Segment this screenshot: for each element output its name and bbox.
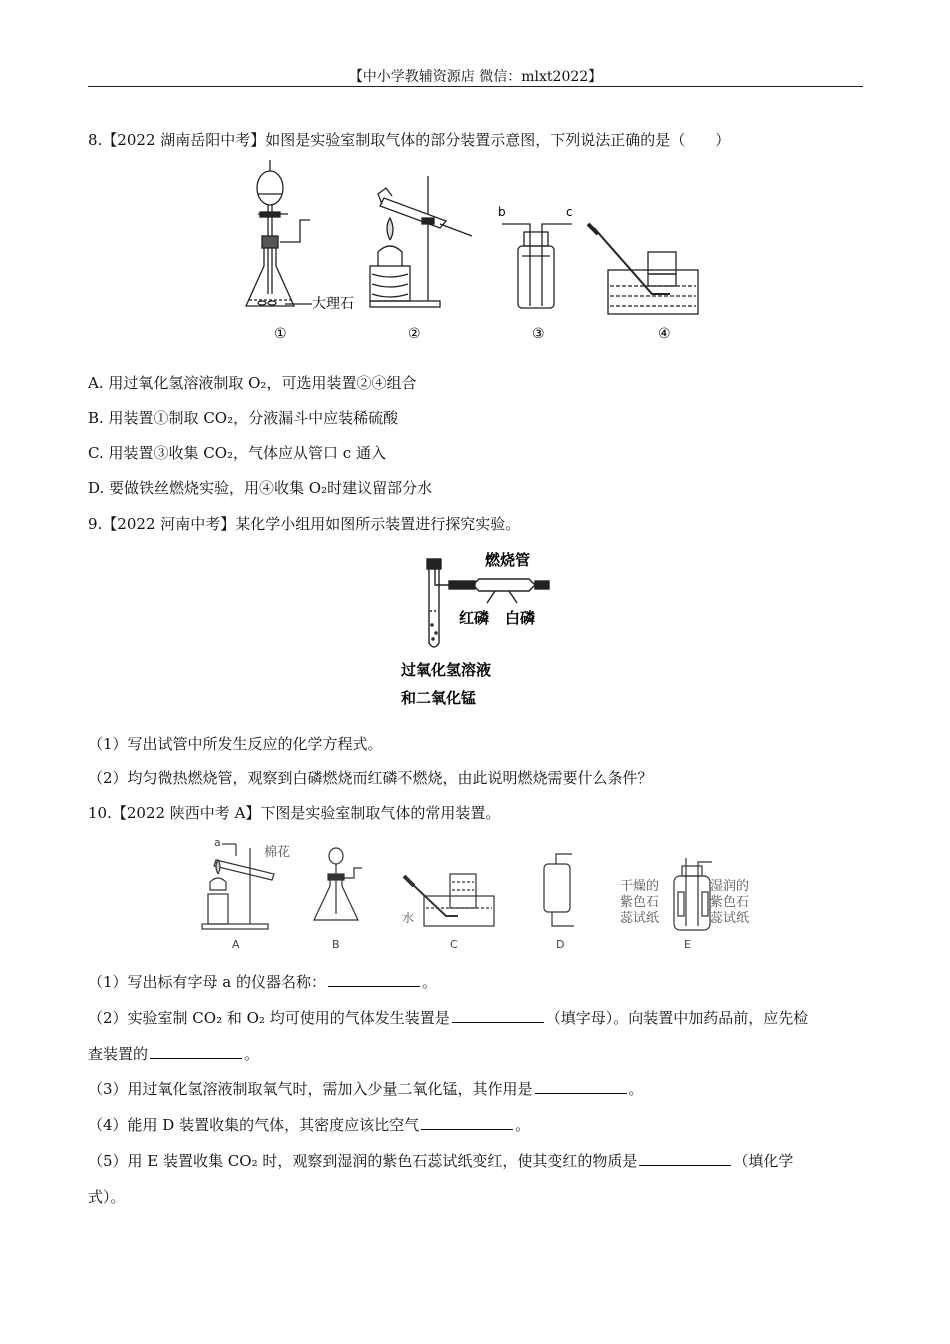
marble-label: 大理石 — [312, 296, 354, 312]
device-3-label: ③ — [532, 326, 545, 342]
combustion-tube-label: 燃烧管 — [485, 551, 531, 569]
dry-paper-label-2: 紫色石 — [620, 895, 660, 910]
q10-stem: 10.【2022 陕西中考 A】下图是实验室制取气体的常用装置。 — [88, 804, 501, 822]
red-phosphorus-label: 红磷 — [459, 609, 490, 627]
device-2-label: ② — [408, 326, 421, 342]
answer-blank-4[interactable] — [535, 1079, 627, 1094]
q8-option-d: D. 要做铁丝燃烧实验，用④收集 O₂时建议留部分水 — [88, 479, 433, 497]
white-phosphorus-label: 白磷 — [505, 609, 536, 627]
label-a: a — [214, 836, 221, 849]
page-header: 【中小学教辅资源店 微信：mlxt2022】 — [348, 69, 603, 85]
answer-blank-1[interactable] — [328, 972, 420, 987]
answer-blank-6[interactable] — [639, 1151, 731, 1166]
wet-paper-label-3: 蕊试纸 — [710, 911, 750, 926]
device-c-label: C — [450, 938, 458, 951]
dry-paper-label-1: 干燥的 — [620, 879, 660, 894]
q10-part-4: （4）能用 D 装置收集的气体，其密度应该比空气 。 — [88, 1116, 531, 1134]
q8-option-b: B. 用装置①制取 CO₂，分液漏斗中应装稀硫酸 — [88, 409, 399, 427]
device-a-label: A — [232, 938, 240, 951]
port-c-label: c — [566, 205, 573, 219]
dry-paper-label-3: 蕊试纸 — [620, 911, 660, 926]
q10-figure — [196, 834, 766, 956]
device-1-label: ① — [274, 326, 287, 342]
q9-stem: 9.【2022 河南中考】某化学小组用如图所示装置进行探究实验。 — [88, 515, 521, 533]
answer-blank-3[interactable] — [150, 1044, 242, 1059]
solution-label-1: 过氧化氢溶液 — [401, 661, 492, 679]
q8-option-a: A. 用过氧化氢溶液制取 O₂，可选用装置②④组合 — [88, 374, 417, 392]
q8-stem: 8.【2022 湖南岳阳中考】如图是实验室制取气体的部分装置示意图，下列说法正确的是（ ） — [88, 131, 731, 149]
wet-paper-label-2: 紫色石 — [710, 895, 750, 910]
port-b-label: b — [498, 205, 506, 219]
q8-option-c: C. 用装置③收集 CO₂，气体应从管口 c 通入 — [88, 444, 386, 462]
cotton-label: 棉花 — [264, 845, 291, 860]
header-rule — [88, 86, 863, 87]
device-d-label: D — [556, 938, 565, 951]
q10-part-5-cont: 式）。 — [88, 1188, 126, 1206]
answer-blank-5[interactable] — [421, 1115, 513, 1130]
device-4-label: ④ — [658, 326, 671, 342]
answer-blank-2[interactable] — [452, 1008, 544, 1023]
device-e-label: E — [684, 938, 691, 951]
q10-part-2: （2）实验室制 CO₂ 和 O₂ 均可使用的气体发生装置是 （填字母）。向装置中加药品前，应先检 — [88, 1009, 809, 1027]
q8-figure — [240, 156, 710, 346]
q10-part-2-cont: 查装置的 。 — [88, 1045, 260, 1063]
solution-label-2: 和二氧化锰 — [401, 689, 477, 707]
q10-part-3: （3）用过氧化氢溶液制取氧气时，需加入少量二氧化锰，其作用是 。 — [88, 1080, 644, 1098]
q10-part-5: （5）用 E 装置收集 CO₂ 时，观察到湿润的紫色石蕊试纸变红，使其变红的物质是 （填化学 — [88, 1152, 794, 1170]
q9-part-2: （2）均匀微热燃烧管，观察到白磷燃烧而红磷不燃烧，由此说明燃烧需要什么条件？ — [88, 769, 653, 787]
wet-paper-label-1: 湿润的 — [710, 879, 750, 894]
q9-figure — [395, 545, 565, 715]
water-label: 水 — [402, 911, 415, 925]
q10-part-1: （1）写出标有字母 a 的仪器名称： 。 — [88, 973, 438, 991]
q9-part-1: （1）写出试管中所发生反应的化学方程式。 — [88, 735, 383, 753]
device-b-label: B — [332, 938, 340, 951]
